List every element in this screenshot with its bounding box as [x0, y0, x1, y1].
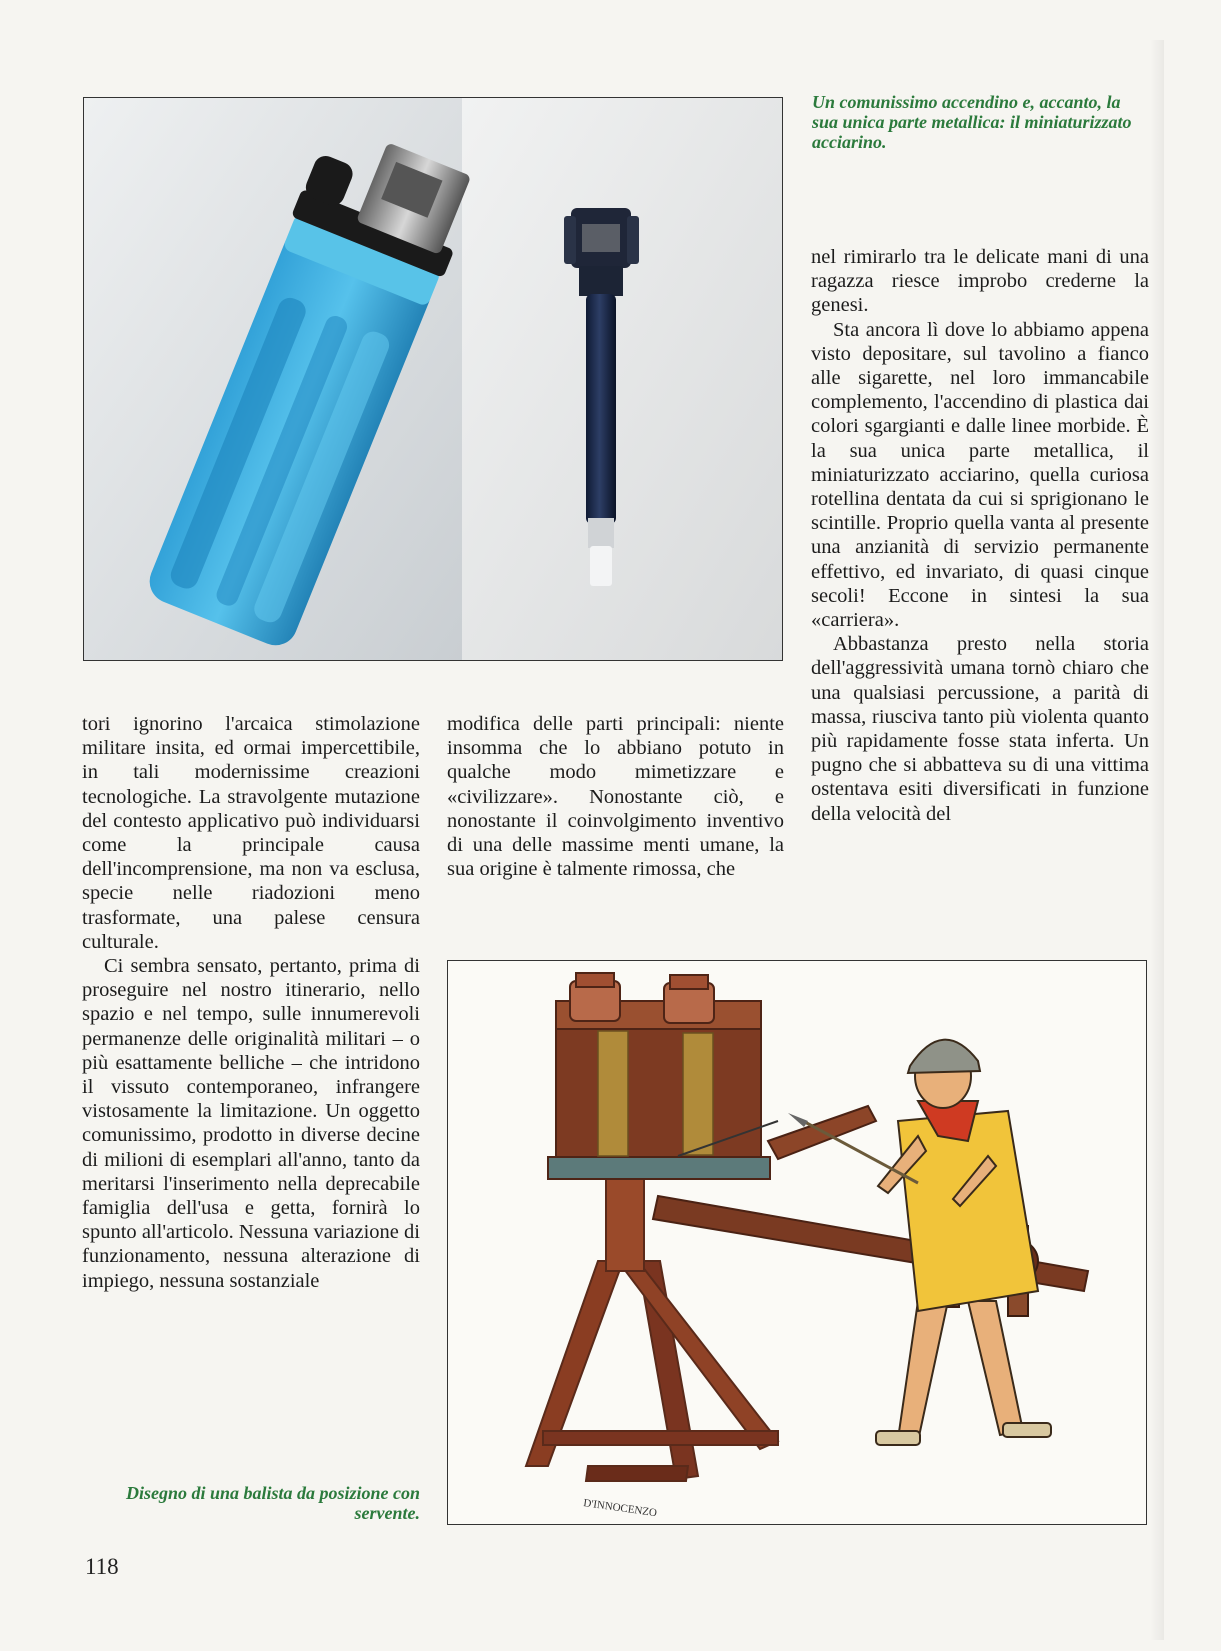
- paragraph: tori ignorino l'arcaica stimolazione militare insita, ed ormai impercettibile, in tali modernissime creazioni tecnologiche. La stravolgente mutazione del contesto applicativo può individuarsi come la principale causa dell'incomprensione, ma non va esclusa, specie nelle riadozioni meno trasformate, una palese censura culturale.: [82, 713, 420, 953]
- paragraph: Ci sembra sensato, pertanto, prima di proseguire nel nostro itinerario, nello spazio e nel tempo, sulle innumerevoli permanenze delle originalità militari – o più esattamente belliche – che intridono il vissuto contemporaneo, infrangere vistosamente la limitazione. Un oggetto comunissimo, prodotto in diverse decine di milioni di esemplari all'anno, tanto da meritarsi l'inserimento nella deprecabile famiglia dell'usa e getta, fornirà lo spunto all'articolo. Nessuna variazione di funzionamento, nessuna alterazione di impiego, nessuna sostanziale: [82, 955, 420, 1292]
- lighter-photo: [83, 97, 783, 661]
- paragraph: Abbastanza presto nella storia dell'aggressività umana tornò chiaro che una qualsiasi percussione, a parità di massa, riusciva tanto più violenta quanto più rapidamente fosse stata inferta. Un pugno che si abbatteva su di una vittima ostentava esiti diversificati in funzione della velocità del: [811, 633, 1149, 825]
- lighter-photo-image: [84, 98, 783, 661]
- ballista-drawing: [448, 961, 1147, 1525]
- paragraph: Sta ancora lì dove lo abbiamo appena visto depositare, sul tavolino a fianco alle sigarette, nel loro immancabile complemento, l'accendino di plastica dai colori sgargianti e dalle linee morbide. È la sua unica parte metallica, il miniaturizzato acciarino, quella curiosa rotellina dentata da cui si sprigionano le scintille. Proprio quella vanta al presente una anzianità di servizio permanente effettivo, ed invariato, di quasi cinque secoli! Eccone in sintesi la sua «carriera».: [811, 318, 1149, 632]
- text-column-left: [82, 712, 420, 1293]
- illustration-caption: Disegno di una balista da posizione con servente.: [125, 1483, 420, 1523]
- illustration-signature: D'INNOCENZO: [582, 1497, 658, 1520]
- text-column-right: [811, 245, 1149, 826]
- page-number: 118: [85, 1554, 119, 1579]
- page-edge-shadow: [1150, 40, 1164, 1640]
- text-column-middle: [447, 712, 784, 881]
- ballista-illustration: [447, 960, 1147, 1525]
- paragraph: nel rimirarlo tra le delicate mani di una ragazza riesce improbo crederne la genesi.: [811, 246, 1149, 317]
- paragraph: modifica delle parti principali: niente insomma che lo abbiano potuto in qualche modo mimetizzare e «civilizzare». Nonostante ciò, e nonostante il coinvolgimento inventivo di una delle massime menti umane, la sua origine è talmente rimossa, che: [447, 713, 784, 881]
- photo-caption: Un comunissimo accendino e, accanto, la sua unica parte metallica: il miniaturizzato acciarino.: [812, 92, 1132, 152]
